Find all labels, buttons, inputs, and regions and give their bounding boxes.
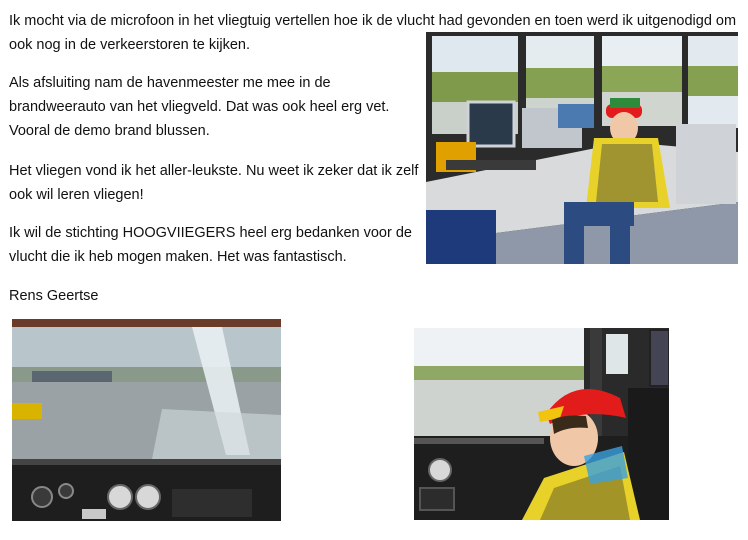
paragraph-flying: Het vliegen vond ik het aller-leukste. Nu weet ik zeker dat ik zelf ook wil leren vliegen! (9, 163, 419, 203)
fire-truck-boy-photo (414, 328, 669, 520)
paragraph-microphone: Ik mocht via de microfoon in het vliegtuig vertellen hoe ik de vlucht had gevonden en toen werd ik uitgenodigd om ook nog in de verkeerstoren te kijken. (9, 13, 737, 53)
signature: Rens Geertse (9, 288, 99, 304)
paragraph-fire-truck: Als afsluiting nam de havenmeester me mee in de brandweerauto van het vliegveld. Dat was ook heel erg vet. Vooral de demo brand blussen. (9, 75, 390, 139)
fire-truck-spray-photo (12, 319, 281, 521)
paragraph-thanks: Ik wil de stichting HOOGVIIEGERS heel erg bedanken voor de vlucht die ik heb mogen maken. Het was fantastisch. (9, 225, 412, 265)
control-tower-photo (426, 32, 738, 264)
